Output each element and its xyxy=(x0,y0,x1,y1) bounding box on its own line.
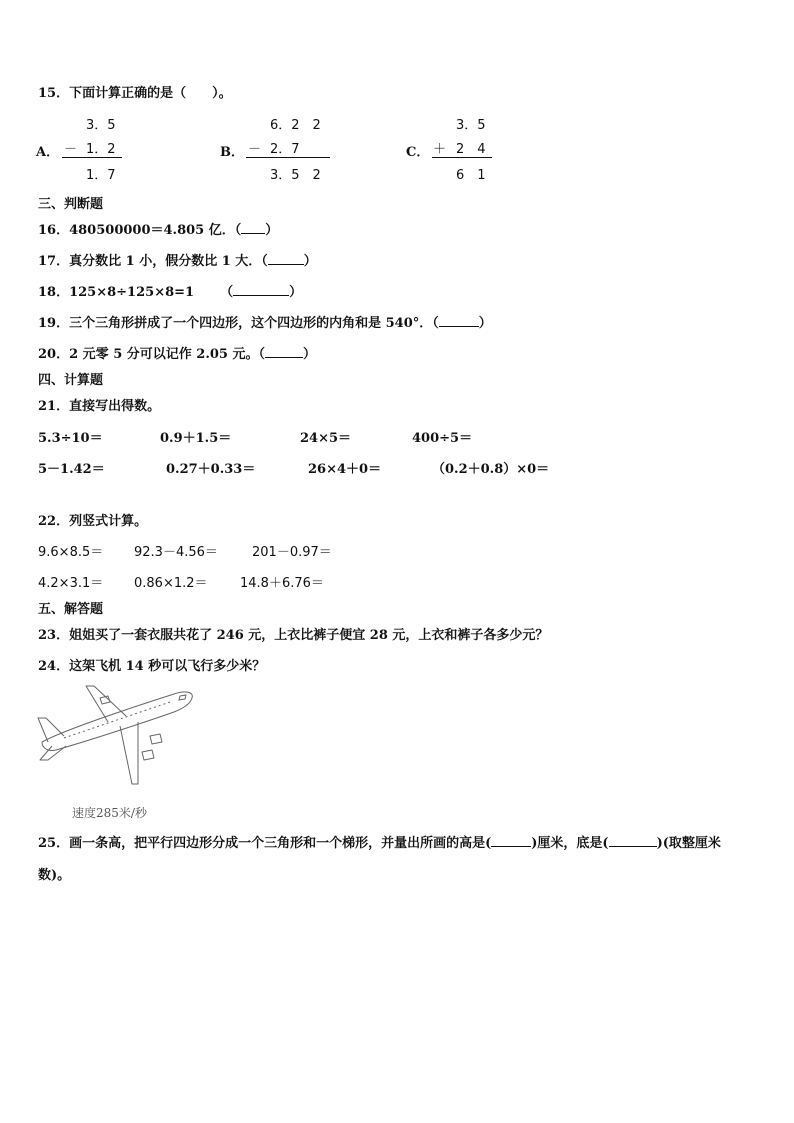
q23-text: 23．姐姐买了一套衣服共花了 246 元，上衣比裤子便宜 28 元，上衣和裤子各多少元？ xyxy=(38,628,549,643)
q15-c-label: C． xyxy=(406,145,430,160)
q22-text: 22．列竖式计算。 xyxy=(38,514,148,529)
q18-text: 18．125×8÷125×8=1 xyxy=(38,285,195,300)
q25-line2: 数)。 xyxy=(38,868,71,883)
q25-height-blank[interactable] xyxy=(491,834,531,847)
q22-r1-c2: 92.3－4.56＝ xyxy=(134,545,218,560)
q17-end: ） xyxy=(303,254,317,269)
q20 xyxy=(38,343,316,362)
q25-text-b: )厘米，底是( xyxy=(531,836,609,851)
q21-r2-c1: 5－1.42＝ xyxy=(38,462,105,477)
airplane-speed-caption: 速度285米/秒 xyxy=(72,806,147,820)
q20-end: ） xyxy=(302,347,316,362)
q15-a-label: A． xyxy=(36,145,60,160)
q15-b-rule xyxy=(246,157,330,158)
q18-pre: （ xyxy=(220,285,234,300)
q19 xyxy=(38,312,492,331)
q25-text-a: 25．画一条高，把平行四边形分成一个三角形和一个梯形，并量出所画的高是( xyxy=(38,836,492,851)
q15-b-top: 6．2 2 xyxy=(270,118,321,133)
q21-r1-c4: 400÷5＝ xyxy=(412,431,473,446)
q17-text: 17．真分数比 1 小，假分数比 1 大．（ xyxy=(38,254,268,269)
q17 xyxy=(38,250,317,269)
q21-text: 21．直接写出得数。 xyxy=(38,399,161,414)
fuselage-shape xyxy=(42,692,192,751)
q21-r2-c3: 26×4＋0＝ xyxy=(308,462,382,477)
q15-text: 15．下面计算正确的是（ ）。 xyxy=(38,86,232,101)
q25-text-c: )(取整厘米 xyxy=(656,836,721,851)
q15-c-rule xyxy=(432,157,492,158)
cockpit-window xyxy=(179,695,186,700)
q16-end: ） xyxy=(265,223,279,238)
q21-r2-c2: 0.27＋0.33＝ xyxy=(166,462,256,477)
q16-answer-blank[interactable] xyxy=(241,221,265,234)
q22-r2-c1: 4.2×3.1＝ xyxy=(38,576,104,591)
lower-wing xyxy=(120,722,138,784)
q15-c-top: 3．5 xyxy=(456,118,486,133)
section-4-heading: 四、计算题 xyxy=(38,373,104,388)
section-5-heading: 五、解答题 xyxy=(38,602,104,617)
q19-answer-blank[interactable] xyxy=(439,314,479,327)
q19-end: ） xyxy=(478,316,492,331)
q19-text: 19．三个三角形拼成了一个四边形，这个四边形的内角和是 540°．（ xyxy=(38,316,439,331)
q21-r2-c4: （0.2＋0.8）×0＝ xyxy=(432,462,550,477)
airplane-image xyxy=(34,680,196,788)
q16 xyxy=(38,219,278,238)
q15-c-op: ＋ xyxy=(433,142,447,157)
q15-b-second: 2．7 xyxy=(270,142,300,157)
q15-b-label: B． xyxy=(220,145,244,160)
q15-a-second: 1．2 xyxy=(86,142,116,157)
q24-text: 24．这架飞机 14 秒可以飞行多少米？ xyxy=(38,659,266,674)
q15-a-rule xyxy=(62,157,122,158)
q15-a-op: － xyxy=(64,142,78,157)
q21-r1-c1: 5.3÷10＝ xyxy=(38,431,103,446)
q22-r2-c3: 14.8＋6.76＝ xyxy=(240,576,324,591)
q15-c-second: 2 4 xyxy=(456,142,486,157)
q18 xyxy=(38,281,302,300)
q20-answer-blank[interactable] xyxy=(265,345,303,358)
q21-r1-c2: 0.9＋1.5＝ xyxy=(160,431,232,446)
q21-r1-c3: 24×5＝ xyxy=(300,431,352,446)
q18-end: ） xyxy=(289,285,303,300)
q15-a-result: 1．7 xyxy=(86,168,116,183)
tail-fin xyxy=(38,718,64,742)
q16-text: 16．480500000＝4.805 亿．（ xyxy=(38,223,242,238)
q15-b-op: － xyxy=(248,142,262,157)
section-3-heading: 三、判断题 xyxy=(38,197,104,212)
q20-text: 20．2 元零 5 分可以记作 2.05 元。（ xyxy=(38,347,265,362)
engine-2 xyxy=(142,750,154,760)
q22-r1-c1: 9.6×8.5＝ xyxy=(38,545,104,560)
engine-1 xyxy=(150,734,162,744)
q15-a-top: 3．5 xyxy=(86,118,116,133)
q15-b-result: 3．5 2 xyxy=(270,168,321,183)
q22-r1-c3: 201－0.97＝ xyxy=(252,545,332,560)
q15-c-result: 6 1 xyxy=(456,168,486,183)
q17-answer-blank[interactable] xyxy=(268,252,304,265)
q25-base-blank[interactable] xyxy=(609,834,657,847)
q25-line1 xyxy=(38,832,721,851)
q18-answer-blank[interactable] xyxy=(233,283,289,296)
q22-r2-c2: 0.86×1.2＝ xyxy=(134,576,208,591)
